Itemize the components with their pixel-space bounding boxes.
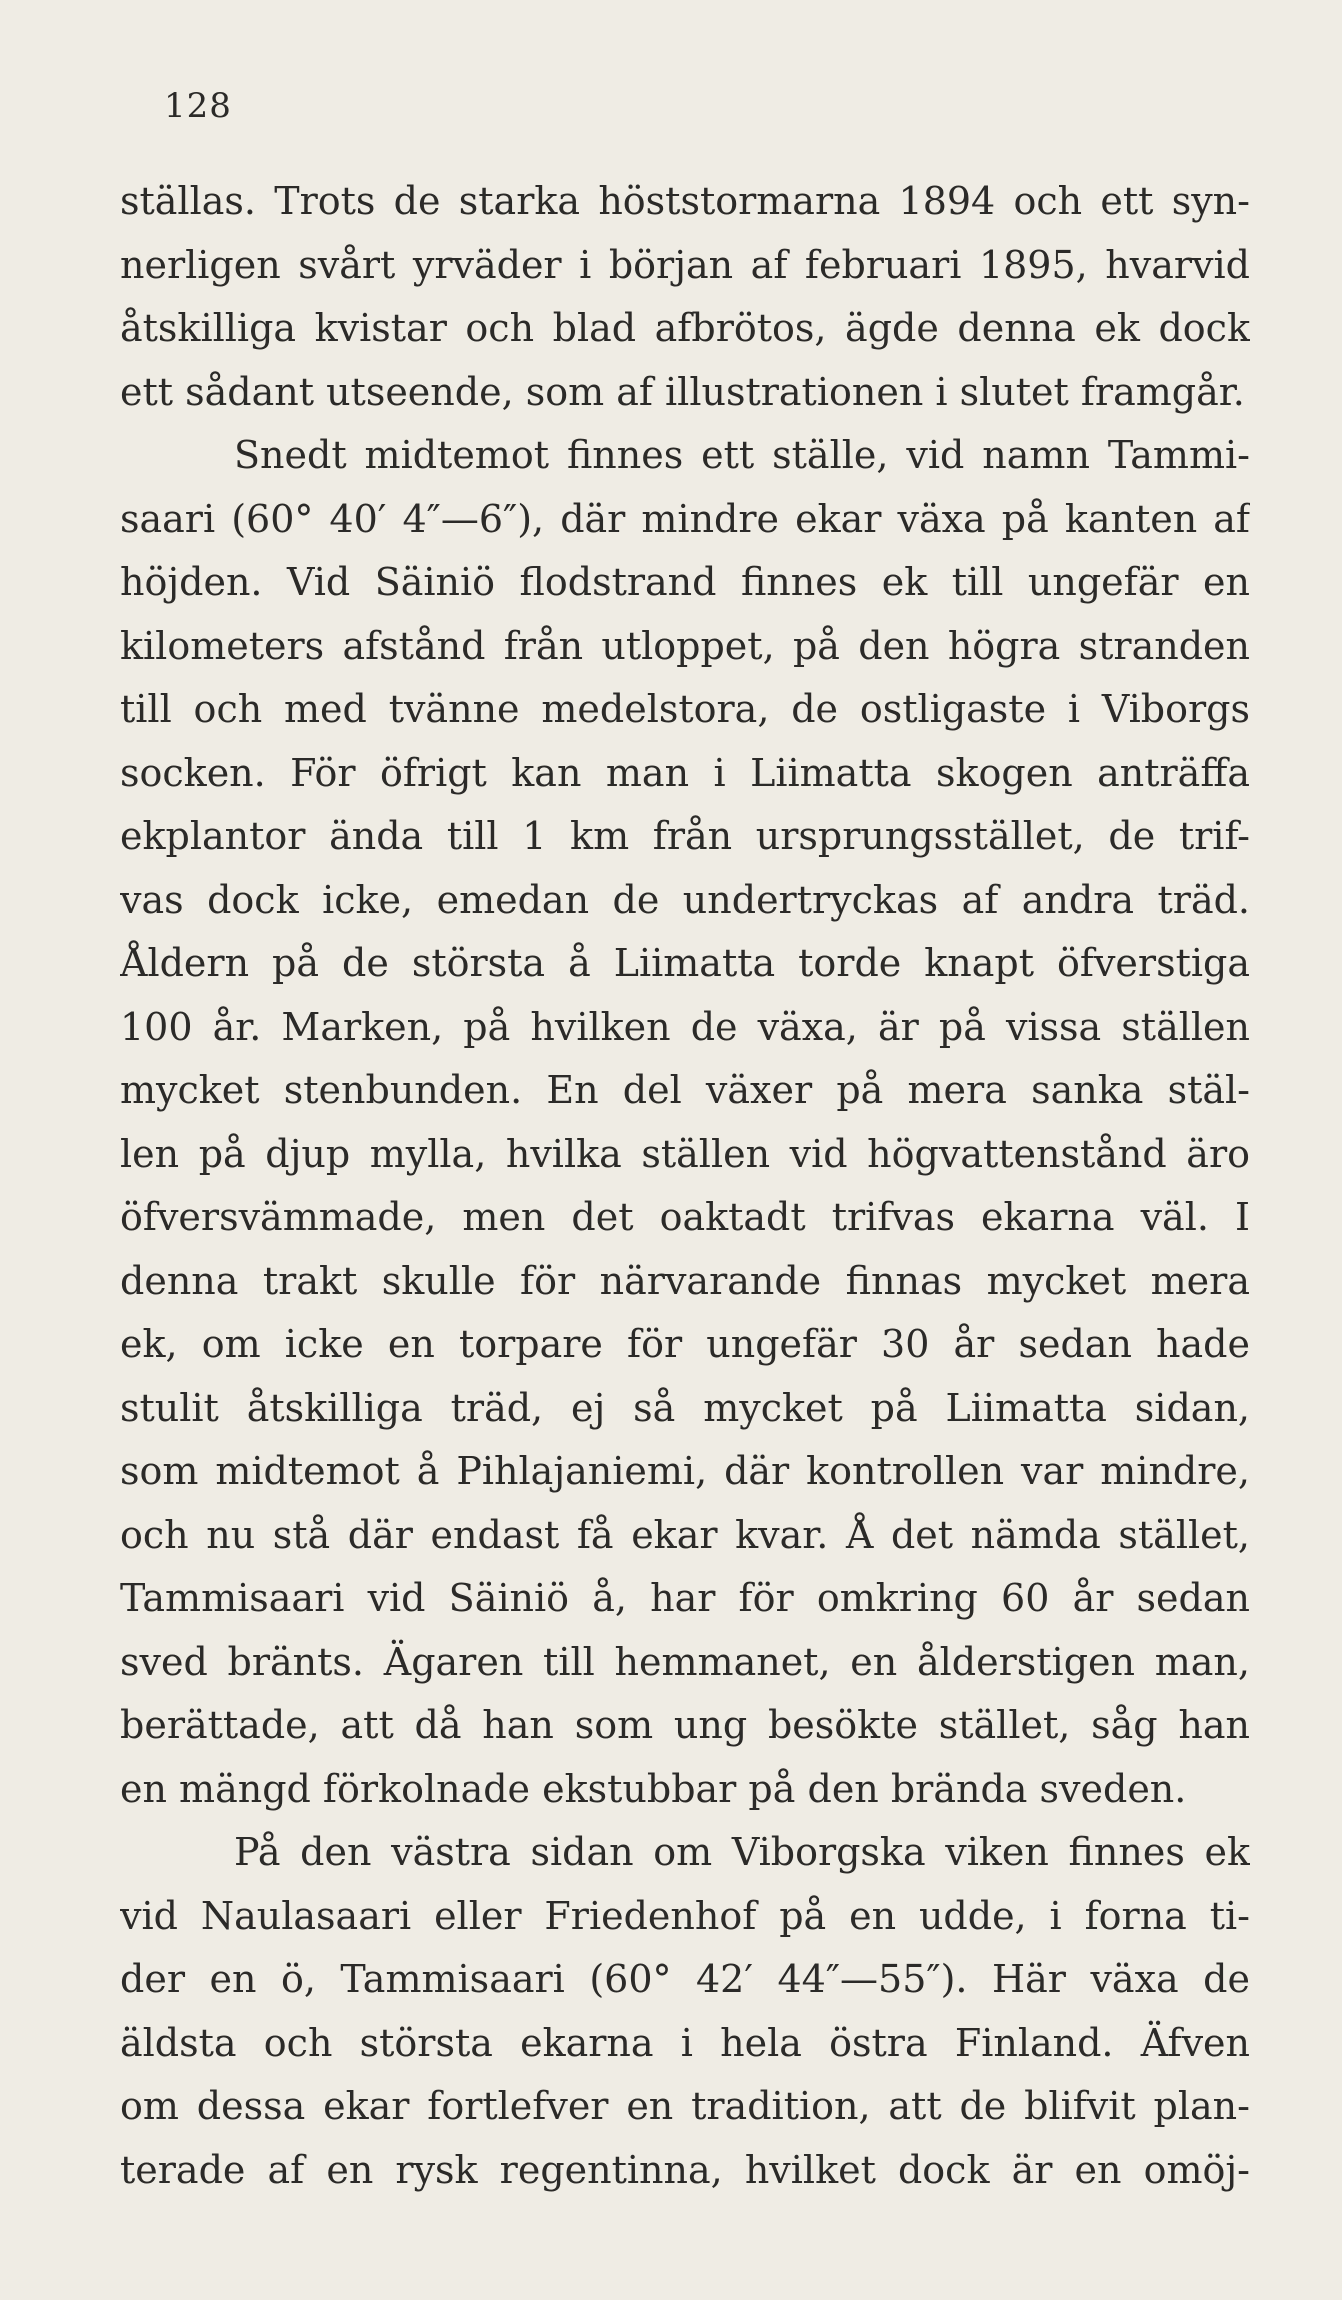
text-line: mycket stenbunden. En del växer på mera sanka stäl- — [120, 1068, 1250, 1112]
text-line: denna trakt skulle för närvarande finnas mycket mera — [120, 1258, 1250, 1303]
text-line: öfversvämmade, men det oaktadt trifvas ekarna väl. I — [120, 1195, 1250, 1239]
page-number: 128 — [164, 86, 232, 126]
text-line: sved bränts. Ägaren till hemmanet, en ålderstigen man, — [120, 1639, 1250, 1684]
text-line: På den västra sidan om Viborgska viken finnes ek — [234, 1830, 1250, 1874]
text-line: ek, om icke en torpare för ungefär 30 år sedan hade — [120, 1322, 1250, 1366]
text-line: nerligen svårt yrväder i början af februari 1895, hvarvid — [120, 242, 1250, 287]
text-line: socken. För öfrigt kan man i Liimatta skogen anträffa — [120, 750, 1250, 795]
text-line: saari (60° 40′ 4″—6″), där mindre ekar växa på kanten af — [120, 496, 1250, 541]
body-text — [120, 170, 1250, 2202]
text-line: ekplantor ända till 1 km från ursprungsstället, de trif- — [120, 814, 1250, 858]
text-line: en mängd förkolnade ekstubbar på den brända sveden. — [120, 1766, 1187, 1811]
text-line: vid Naulasaari eller Friedenhof på en udde, i forna ti- — [120, 1893, 1250, 1938]
text-line: och nu stå där endast få ekar kvar. Å det nämda stället, — [120, 1512, 1250, 1557]
text-line: Åldern på de största å Liimatta torde knapt öfverstiga — [120, 941, 1250, 985]
text-line: ett sådant utseende, som af illustrationen i slutet framgår. — [120, 369, 1245, 414]
text-line: kilometers afstånd från utloppet, på den högra stranden — [120, 623, 1250, 668]
text-line: der en ö, Tammisaari (60° 42′ 44″—55″). Här växa de — [120, 1957, 1250, 2001]
text-line: berättade, att då han som ung besökte stället, såg han — [120, 1703, 1250, 1747]
text-line: 100 år. Marken, på hvilken de växa, är på vissa ställen — [120, 1004, 1250, 1049]
text-line: vas dock icke, emedan de undertryckas af andra träd. — [120, 877, 1250, 922]
text-line: terade af en rysk regentinna, hvilket dock är en omöj- — [120, 2147, 1250, 2192]
text-line: ställas. Trots de starka höststormarna 1894 och ett syn- — [120, 179, 1250, 223]
text-line: som midtemot å Pihlajaniemi, där kontrollen var mindre, — [120, 1449, 1250, 1493]
text-line: stulit åtskilliga träd, ej så mycket på Liimatta sidan, — [120, 1385, 1250, 1430]
text-line: äldsta och största ekarna i hela östra Finland. Äfven — [120, 2020, 1250, 2065]
text-line: åtskilliga kvistar och blad afbrötos, ägde denna ek dock — [120, 306, 1250, 350]
text-line: höjden. Vid Säiniö flodstrand finnes ek till ungefär en — [120, 560, 1250, 604]
text-line: om dessa ekar fortlefver en tradition, att de blifvit plan- — [120, 2084, 1250, 2128]
text-line: Snedt midtemot finnes ett ställe, vid namn Tammi- — [234, 433, 1250, 477]
text-line: till och med tvänne medelstora, de ostligaste i Viborgs — [120, 687, 1250, 731]
text-line: Tammisaari vid Säiniö å, har för omkring 60 år sedan — [120, 1576, 1250, 1620]
text-line: len på djup mylla, hvilka ställen vid högvattenstånd äro — [120, 1131, 1250, 1176]
